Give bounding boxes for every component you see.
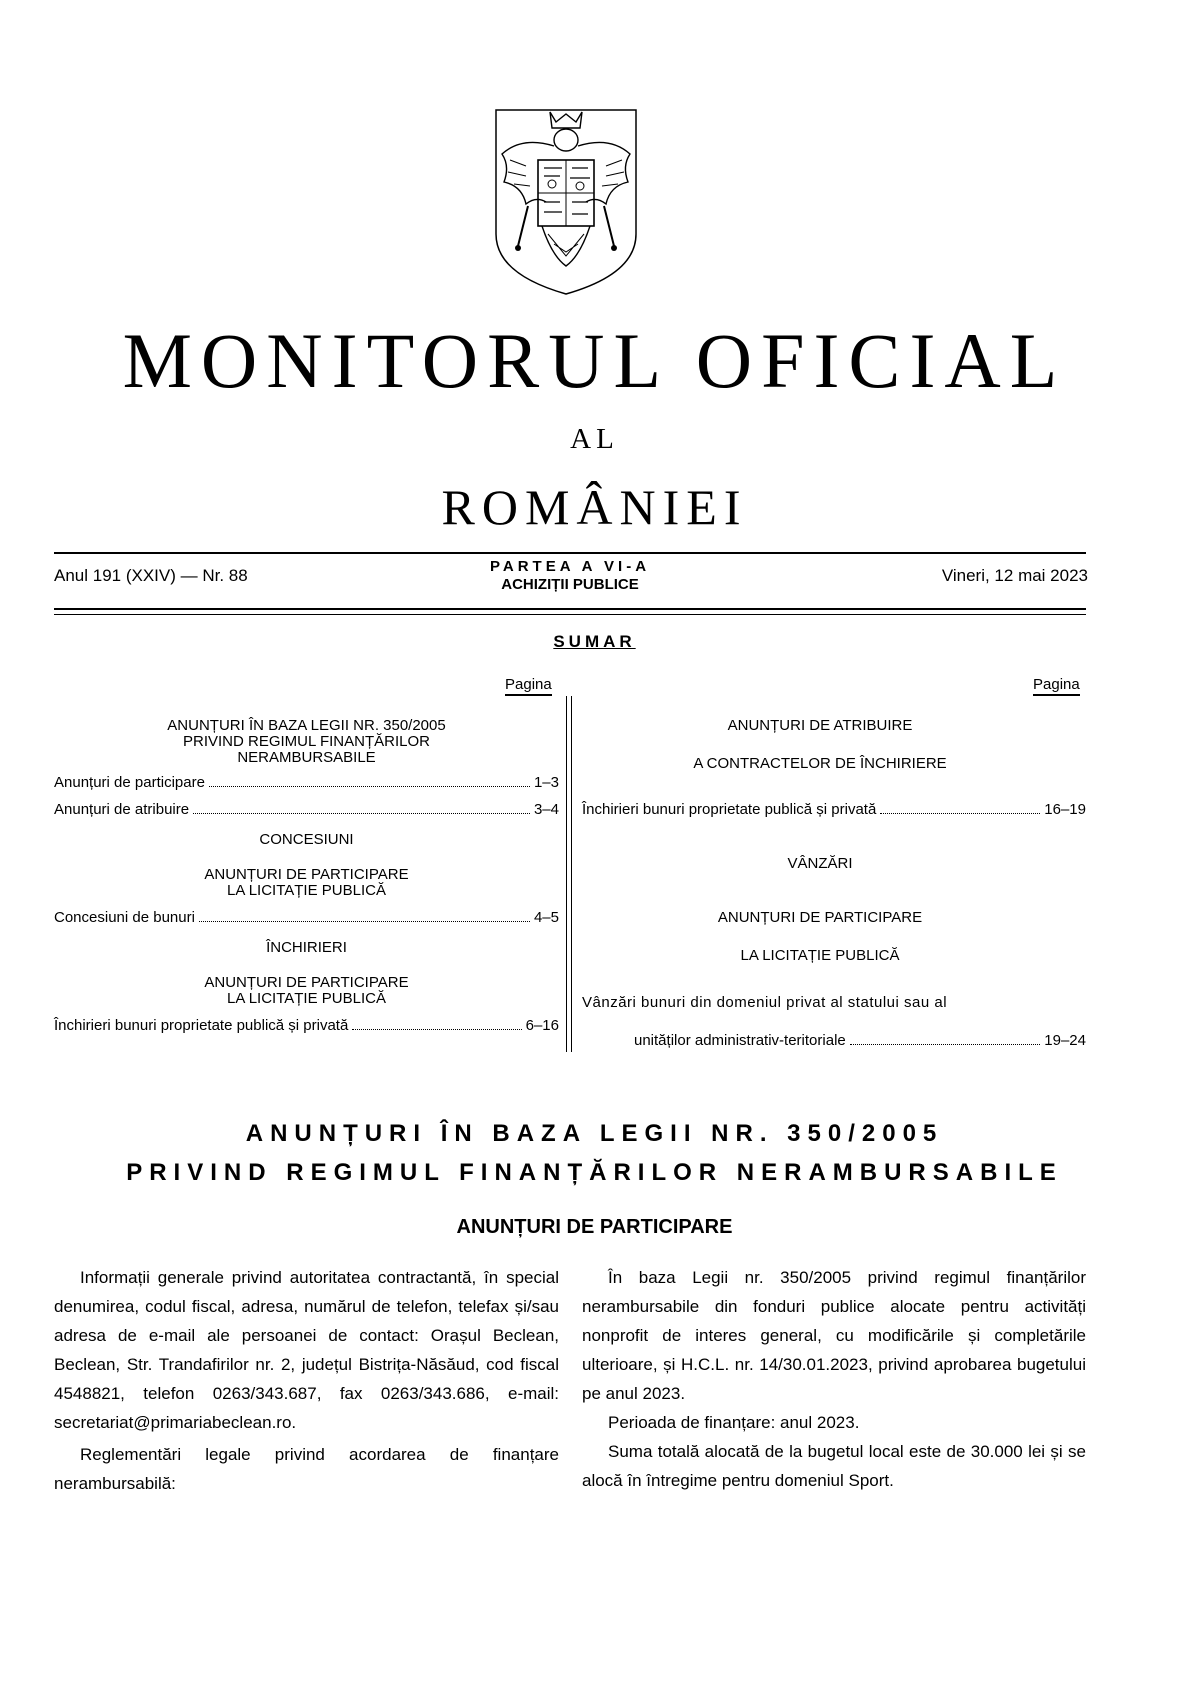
section-title-line2: PRIVIND REGIMUL FINANȚĂRILOR NERAMBURSABILE [126,1159,1063,1186]
toc-entry-label: Închirieri bunuri proprietate publică și privată [582,801,877,818]
toc-entry-vanzari-line1: Vânzări bunuri din domeniul privat al statului sau al [582,994,948,1011]
toc-entry-label: unităților administrativ-teritoriale [634,1032,846,1049]
toc-heading-legea-350 [54,718,559,766]
toc-entry-pages: 1–3 [533,774,559,791]
body-paragraph: Suma totală alocată de la bugetul local este de 30.000 lei și se alocă în întregime pentru domeniul Sport. [582,1442,1086,1490]
body-left-column [54,1263,559,1498]
toc-heading-licitatie-vanzari: LA LICITAȚIE PUBLICĂ [740,947,900,964]
subsection-title: ANUNȚURI DE PARTICIPARE [456,1216,733,1238]
publication-country: ROMÂNIEI [441,479,748,535]
issue-date: Vineri, 12 mai 2023 [941,566,1088,585]
toc-heading-line: ANUNȚURI DE PARTICIPARE [204,974,409,991]
toc-heading-inchirieri: ÎNCHIRIERI [266,939,347,956]
toc-entry-vanzari-bunuri[interactable] [634,1032,1086,1050]
toc-entry-pages: 19–24 [1044,1032,1086,1049]
summary-title: SUMAR [553,632,636,651]
toc-heading-concesiuni: CONCESIUNI [259,831,354,848]
toc-heading-line: ANUNȚURI DE PARTICIPARE [204,866,409,883]
romanian-coat-of-arms-icon [492,106,640,296]
toc-entry-pages: 6–16 [525,1017,559,1034]
header-rule-bottom-1 [54,608,1086,610]
toc-entry-label: Anunțuri de atribuire [54,801,190,818]
toc-entry-anunturi-atribuire[interactable] [54,801,559,819]
part-number: PARTEA A VI-A [489,558,651,575]
toc-entry-concesiuni-bunuri[interactable] [54,909,559,927]
toc-heading-vanzari: VÂNZĂRI [787,855,853,872]
header-rule-top [54,552,1086,554]
part-label [400,558,740,594]
toc-heading-atribuire: ANUNȚURI DE ATRIBUIRE [727,717,913,734]
toc-heading-participare-licitatie-2 [54,975,559,1007]
toc-entry-pages: 16–19 [1044,801,1086,818]
publication-title-al: AL [570,423,619,455]
toc-entry-anunturi-participare[interactable] [54,774,559,792]
toc-heading-contracte-inchiriere: A CONTRACTELOR DE ÎNCHIRIERE [693,755,947,772]
toc-heading-line: PRIVIND REGIMUL FINANȚĂRILOR [183,733,430,750]
body-right-column [582,1263,1086,1495]
toc-left-column [54,718,559,1035]
toc-heading-line: LA LICITAȚIE PUBLICĂ [227,882,386,899]
body-paragraph: Perioada de finanțare: anul 2023. [608,1413,860,1432]
body-paragraph: În baza Legii nr. 350/2005 privind regimul finanțărilor nerambursabile din fonduri publice alocate pentru activități nonprofit de interes general, cu modificările și completările ulterioare, și H.C.L. nr. 14/30.01.2023, privind aprobarea bugetului pe anul 2023. [582,1268,1086,1403]
toc-heading-line: NERAMBURSABILE [237,749,376,766]
page-column-label-right: Pagina [1033,676,1080,696]
toc-entry-pages: 3–4 [533,801,559,818]
toc-heading-participare-vanzari: ANUNȚURI DE PARTICIPARE [717,909,923,926]
toc-entry-pages: 4–5 [533,909,559,926]
page-column-label-left: Pagina [505,676,552,696]
toc-heading-line: ANUNȚURI ÎN BAZA LEGII NR. 350/2005 [167,717,446,734]
header-rule-bottom-2 [54,614,1086,615]
publication-title: MONITORUL OFICIAL [122,317,1067,404]
body-paragraph: Reglementări legale privind acordarea de finanțare nerambursabilă: [54,1445,559,1493]
toc-heading-line: LA LICITAȚIE PUBLICĂ [227,990,386,1007]
toc-divider-2 [571,696,572,1052]
toc-heading-participare-licitatie [54,867,559,899]
toc-divider-1 [566,696,567,1052]
body-paragraph: Informații generale privind autoritatea contractantă, în special denumirea, codul fiscal, adresa, numărul de telefon, telefax și/sau adresa de e-mail ale persoanei de contact: Orașul Beclean, Beclean, Str. Trandafirilor nr. 2, județul Bistrița-Năsăud, cod fiscal 4548821, telefon 0263/343.687, fax 0263/343.686, e-mail: secretariat@primariabeclean.ro. [54,1268,559,1432]
toc-entry-label: Închirieri bunuri proprietate publică și privată [54,1017,349,1034]
section-title-line1: ANUNȚURI ÎN BAZA LEGII NR. 350/2005 [245,1120,944,1147]
toc-entry-label: Anunțuri de participare [54,774,205,791]
toc-entry-label: Concesiuni de bunuri [54,909,195,926]
toc-entry-inchirieri-atribuire[interactable] [582,801,1086,819]
toc-entry-inchirieri-bunuri[interactable] [54,1017,559,1035]
issue-number: Anul 191 (XXIV) — Nr. 88 [54,566,248,585]
part-subtitle: ACHIZIȚII PUBLICE [501,576,639,593]
